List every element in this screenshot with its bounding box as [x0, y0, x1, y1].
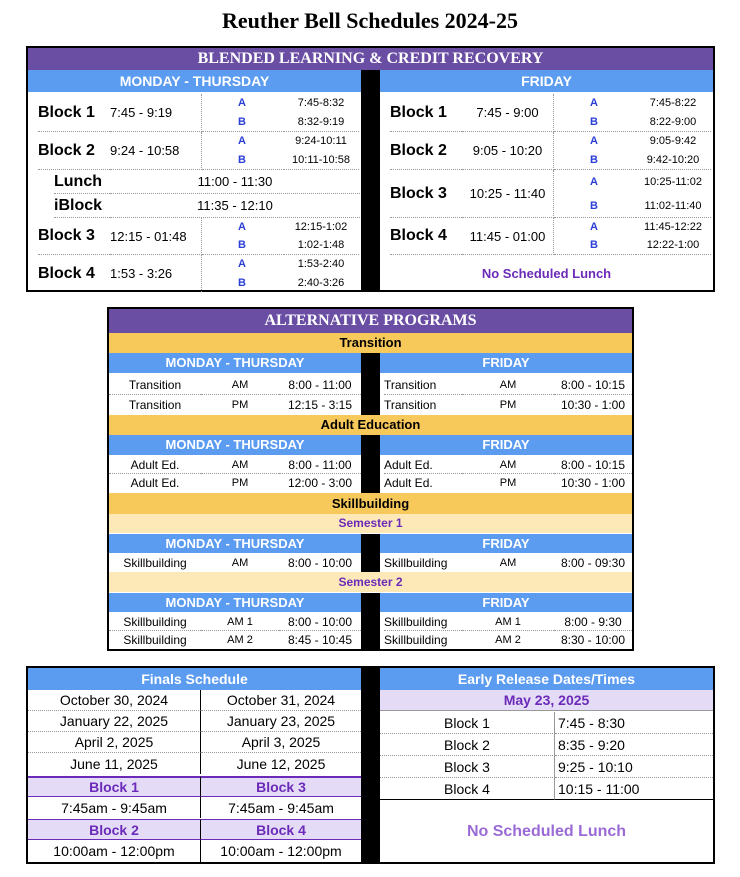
fr-block1-time: 7:45 - 9:00 — [462, 94, 554, 132]
finals-header: Finals Schedule — [28, 668, 361, 690]
mt-block3-a-time: 12:15-1:02 — [294, 221, 348, 233]
fr-block3-a-time: 10:25-11:02 — [644, 176, 702, 188]
alternative-programs-table — [107, 307, 634, 651]
finals-date-r4-left: June 11, 2025 — [28, 753, 201, 774]
sem1-mon-thu-header: MONDAY - THURSDAY — [109, 534, 361, 553]
mt-block1-time: 7:45 - 9:19 — [110, 94, 202, 132]
early-no-lunch-note: No Scheduled Lunch — [466, 822, 627, 840]
mt-block4-b: B — [238, 276, 246, 289]
s2-fr-am2-period: AM 2 — [495, 634, 521, 646]
ad-mt-am-name: Adult Ed. — [109, 456, 201, 474]
fr-block2-time: 9:05 - 10:20 — [462, 132, 554, 170]
tr-mt-pm-time: 12:15 - 3:15 — [287, 397, 353, 412]
ad-mt-am-time: 8:00 - 11:00 — [279, 456, 361, 474]
transition-divider — [361, 353, 380, 415]
fr-block4-label: Block 4 — [390, 218, 462, 255]
blended-header: BLENDED LEARNING & CREDIT RECOVERY — [28, 48, 713, 70]
mt-block3-time: 12:15 - 01:48 — [110, 218, 202, 255]
fr-block4-a: A — [590, 221, 598, 233]
s2-mt-am2-period: AM 2 — [227, 634, 253, 646]
mt-block3-a: A — [238, 221, 246, 233]
blended-divider — [361, 70, 380, 292]
mt-block2-time: 9:24 - 10:58 — [110, 132, 202, 170]
adult-divider — [361, 435, 380, 493]
tr-mt-am-time: 8:00 - 11:00 — [279, 376, 361, 395]
finals-block1-label: Block 1 — [28, 776, 201, 797]
page-title: Reuther Bell Schedules 2024-25 — [222, 8, 518, 33]
s1-mt-period: AM — [231, 556, 249, 569]
fr-block3-b-time: 11:02-11:40 — [635, 194, 711, 218]
finals-and-early-release-table — [26, 666, 715, 864]
mt-block1-a: A — [238, 97, 246, 109]
finals-block4-label: Block 4 — [201, 819, 361, 840]
mt-block4-b-time: 2:40-3:26 — [297, 276, 345, 289]
tr-mt-pm-name: Transition — [128, 397, 182, 412]
s2-fr-am2-time: 8:30 - 10:00 — [560, 633, 626, 647]
s2-fr-am2-name: Skillbuilding — [384, 633, 448, 647]
ad-fr-am-time: 8:00 - 10:15 — [554, 456, 632, 474]
lunch-label: Lunch — [54, 170, 110, 194]
adult-ed-title: Adult Education — [109, 415, 632, 435]
mt-block3-label: Block 3 — [38, 218, 110, 255]
fr-block4-time: 11:45 - 01:00 — [462, 218, 554, 255]
fr-block4-b: B — [554, 236, 634, 255]
mt-block1-b: B — [202, 112, 282, 132]
s1-mt-time: 8:00 - 10:00 — [287, 555, 353, 570]
fr-block3-label: Block 3 — [390, 170, 462, 218]
semester1-label: Semester 1 — [109, 514, 632, 533]
mt-block4-a-time: 1:53-2:40 — [297, 258, 345, 270]
skillbuilding-title: Skillbuilding — [109, 493, 632, 514]
er-block3-time: 9:25 - 10:10 — [555, 756, 713, 778]
s1-fr-period: AM — [499, 556, 517, 569]
er-block1-label: Block 1 — [380, 712, 555, 734]
fr-block2-a-time: 9:05-9:42 — [649, 135, 697, 147]
finals-date-r2-left: January 22, 2025 — [28, 711, 201, 732]
fr-block3-time: 10:25 - 11:40 — [462, 170, 554, 218]
mt-block3-b: B — [202, 236, 282, 255]
fr-block2-label: Block 2 — [390, 132, 462, 170]
tr-mt-am-name: Transition — [109, 376, 201, 395]
finals-date-r1-right: October 31, 2024 — [201, 690, 361, 711]
s2-mt-am1-time: 8:00 - 10:00 — [279, 613, 361, 631]
blended-friday-header: FRIDAY — [380, 70, 713, 92]
s2-fr-am1-time: 8:00 - 9:30 — [554, 613, 632, 631]
finals-block4-time: 10:00am - 12:00pm — [220, 843, 342, 859]
tr-fr-pm-period: PM — [499, 398, 517, 411]
s2-mt-am2-name: Skillbuilding — [123, 633, 187, 647]
sem1-divider — [361, 534, 380, 572]
er-block3-label: Block 3 — [380, 756, 555, 778]
ad-mt-pm-name: Adult Ed. — [130, 476, 180, 490]
lunch-time: 11:00 - 11:30 — [110, 170, 360, 194]
s1-fr-name: Skillbuilding — [384, 555, 448, 570]
fr-block1-b-time: 8:22-9:00 — [635, 112, 711, 132]
finals-block2-time: 10:00am - 12:00pm — [28, 840, 201, 862]
mt-block4-time: 1:53 - 3:26 — [110, 255, 202, 292]
semester2-label: Semester 2 — [109, 572, 632, 592]
sem2-mon-thu-header: MONDAY - THURSDAY — [109, 593, 361, 612]
s2-fr-am1-name: Skillbuilding — [384, 613, 462, 631]
finals-date-r1-left: October 30, 2024 — [28, 690, 201, 711]
finals-block3-label: Block 3 — [201, 776, 361, 797]
s1-fr-time: 8:00 - 09:30 — [560, 555, 626, 570]
alt-header: ALTERNATIVE PROGRAMS — [109, 309, 632, 333]
ad-fr-pm-time: 10:30 - 1:00 — [560, 476, 626, 490]
finals-block2-label: Block 2 — [28, 819, 201, 840]
blended-mon-thu-header: MONDAY - THURSDAY — [28, 70, 361, 92]
ad-mt-pm-period: PM — [231, 477, 249, 489]
fr-block1-a-time: 7:45-8:22 — [649, 97, 697, 109]
ad-fr-am-period: AM — [462, 456, 554, 474]
er-block4-label: Block 4 — [380, 778, 555, 800]
mt-block3-b-time: 1:02-1:48 — [283, 236, 359, 255]
fr-block2-b-time: 9:42-10:20 — [635, 150, 711, 170]
finals-date-r3-right: April 3, 2025 — [201, 732, 361, 753]
s2-mt-am1-name: Skillbuilding — [109, 613, 201, 631]
finals-date-r3-left: April 2, 2025 — [28, 732, 201, 753]
fr-block1-label: Block 1 — [390, 94, 462, 132]
finals-block1-time: 7:45am - 9:45am — [28, 797, 201, 818]
finals-block3-time: 7:45am - 9:45am — [228, 799, 334, 816]
adult-friday-header: FRIDAY — [380, 435, 632, 455]
finals-date-r2-right: January 23, 2025 — [201, 711, 361, 732]
er-block2-time: 8:35 - 9:20 — [555, 734, 713, 756]
fr-block3-b: B — [554, 194, 634, 218]
fr-block2-a: A — [590, 135, 598, 147]
mt-block2-b: B — [202, 150, 282, 170]
s2-mt-am2-time: 8:45 - 10:45 — [287, 633, 353, 647]
sem1-friday-header: FRIDAY — [380, 534, 632, 553]
mt-block4-label: Block 4 — [38, 264, 95, 282]
ad-mt-am-period: AM — [201, 456, 279, 474]
early-release-date: May 23, 2025 — [380, 690, 713, 711]
tr-fr-am-time: 8:00 - 10:15 — [554, 376, 632, 395]
bottom-divider — [361, 668, 380, 862]
sem2-divider — [361, 593, 380, 649]
early-release-header: Early Release Dates/Times — [380, 668, 713, 690]
ad-fr-pm-name: Adult Ed. — [384, 476, 433, 490]
tr-mt-am-period: AM — [201, 376, 279, 395]
ad-fr-pm-period: PM — [499, 477, 517, 489]
tr-fr-pm-name: Transition — [384, 397, 437, 412]
iblock-label: iBlock — [54, 194, 110, 218]
s2-mt-am1-period: AM 1 — [201, 613, 279, 631]
finals-date-r4-right: June 12, 2025 — [236, 755, 326, 772]
tr-fr-am-period: AM — [462, 376, 554, 395]
mt-block4-a: A — [238, 258, 246, 270]
fr-no-lunch-note: No Scheduled Lunch — [481, 266, 612, 281]
sem2-friday-header: FRIDAY — [380, 593, 632, 612]
mt-block2-label: Block 2 — [38, 132, 110, 170]
tr-fr-pm-time: 10:30 - 1:00 — [560, 397, 626, 412]
ad-mt-pm-time: 12:00 - 3:00 — [287, 476, 353, 490]
fr-block1-a: A — [590, 97, 598, 109]
mt-block2-a: A — [238, 135, 246, 147]
mt-block2-b-time: 10:11-10:58 — [283, 150, 359, 170]
er-block4-time: 10:15 - 11:00 — [555, 778, 713, 800]
fr-block4-a-time: 11:45-12:22 — [644, 221, 702, 233]
transition-mon-thu-header: MONDAY - THURSDAY — [109, 353, 361, 373]
fr-block2-b: B — [554, 150, 634, 170]
iblock-time: 11:35 - 12:10 — [110, 194, 360, 218]
mt-block1-a-time: 7:45-8:32 — [297, 97, 345, 109]
transition-title: Transition — [109, 333, 632, 353]
tr-mt-pm-period: PM — [231, 398, 249, 411]
mt-block1-label: Block 1 — [38, 94, 110, 132]
s1-mt-name: Skillbuilding — [123, 555, 187, 570]
ad-fr-am-name: Adult Ed. — [384, 456, 462, 474]
er-block1-time: 7:45 - 8:30 — [555, 712, 713, 734]
fr-block3-a: A — [590, 176, 598, 188]
mt-block2-a-time: 9:24-10:11 — [295, 135, 347, 147]
fr-block4-b-time: 12:22-1:00 — [635, 236, 711, 255]
er-block2-label: Block 2 — [380, 734, 555, 756]
fr-block1-b: B — [554, 112, 634, 132]
s2-fr-am1-period: AM 1 — [462, 613, 554, 631]
transition-friday-header: FRIDAY — [380, 353, 632, 373]
blended-learning-table — [26, 46, 715, 292]
adult-mon-thu-header: MONDAY - THURSDAY — [109, 435, 361, 455]
mt-block1-b-time: 8:32-9:19 — [283, 112, 359, 132]
tr-fr-am-name: Transition — [384, 376, 462, 395]
